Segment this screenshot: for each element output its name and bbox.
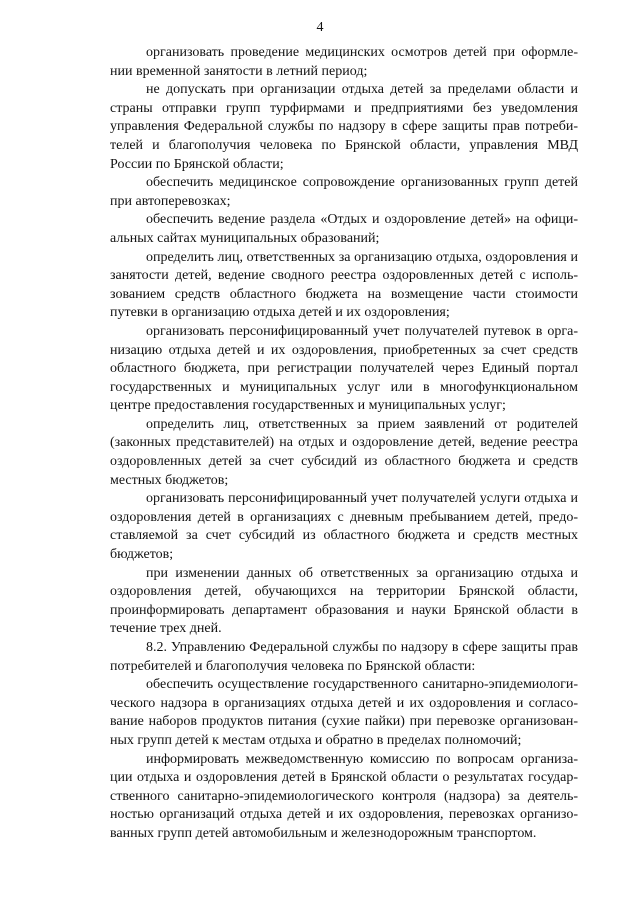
page-number: 4 (316, 20, 324, 35)
paragraph-inform-commission: информировать межведомственную комиссию по вопросам организа-ции отдыха и оздоровления детей в Брянской области о результатах государ-ственного санитарно-эпидемиологического контроля (надзора) за деятель-ностью организаций отдыха детей и их оздоровления, перевозках организо-ванных групп детей автомобильным и железнодорожным транспортом. (110, 751, 578, 841)
paragraph-personified-vouchers: организовать персонифицированный учет получателей путевок в орга-низацию отдыха детей и их оздоровления, приобретенных за счет средств областного бюджета, при регистрации получателей через Единый портал государственных и муниципальных услуг или в многофункциональном центре предоставления государственных и муниципальных услуг; (110, 323, 578, 414)
paragraph-website-section: обеспечить ведение раздела «Отдых и оздоровление детей» на офици-альных сайтах муниципальных образований; (110, 212, 578, 246)
paragraph-sanitary-supervision: обеспечить осуществление государственного санитарно-эпидемиологи-ческого надзора в организациях отдыха детей и их оздоровления и согласо-вание наборов продуктов питания (сухие пайки) при перевозке организован-ных групп детей к местам отдыха и обратно в пределах полномочий; (110, 677, 578, 748)
paragraph-responsible-persons: определить лиц, ответственных за организацию отдыха, оздоровления и занятости детей, ведение сводного реестра оздоровленных детей с исполь-зованием средств областного бюджета на возмещение части стоимости путевки в организацию отдыха детей и их оздоровления; (110, 249, 578, 321)
paragraph-change-notification: при изменении данных об ответственных за организацию отдыха и оздоровления детей, обучающихся на территории Брянской области, проинформировать департамент образования и науки Брянской области в течение трех дней. (110, 565, 578, 637)
paragraph-day-camps-accounting: организовать персонифицированный учет получателей услуги отдыха и оздоровления детей в организациях с дневным пребыванием детей, предо-ставляемой за счет субсидий из областного бюджета и средств местных бюджетов; (110, 491, 578, 563)
paragraph-applications-registry: определить лиц, ответственных за прием заявлений от родителей (законных представителей) на отдых и оздоровление детей, ведение реестра оздоровленных детей за счет субсидий из областного бюджета и средств местных бюджетов; (110, 416, 578, 488)
paragraph-medical-escort: обеспечить медицинское сопровождение организованных групп детей при автоперевозках; (110, 175, 578, 209)
document-body (110, 44, 578, 844)
paragraph-section-8-2: 8.2. Управлению Федеральной службы по надзору в сфере защиты прав потребителей и благополучия человека по Брянской области: (110, 640, 578, 674)
paragraph-medical-exams: организовать проведение медицинских осмотров детей при оформле-нии временной занятости в летний период; (110, 45, 578, 79)
paragraph-tour-groups-notification: не допускать при организации отдыха детей за пределами области и страны отправки групп турфирмами и предприятиями без уведомления управления Федеральной службы по надзору в сфере защиты прав потреби-телей и благополучия человека по Брянской области, управления МВД России по Брянской области; (110, 82, 578, 172)
